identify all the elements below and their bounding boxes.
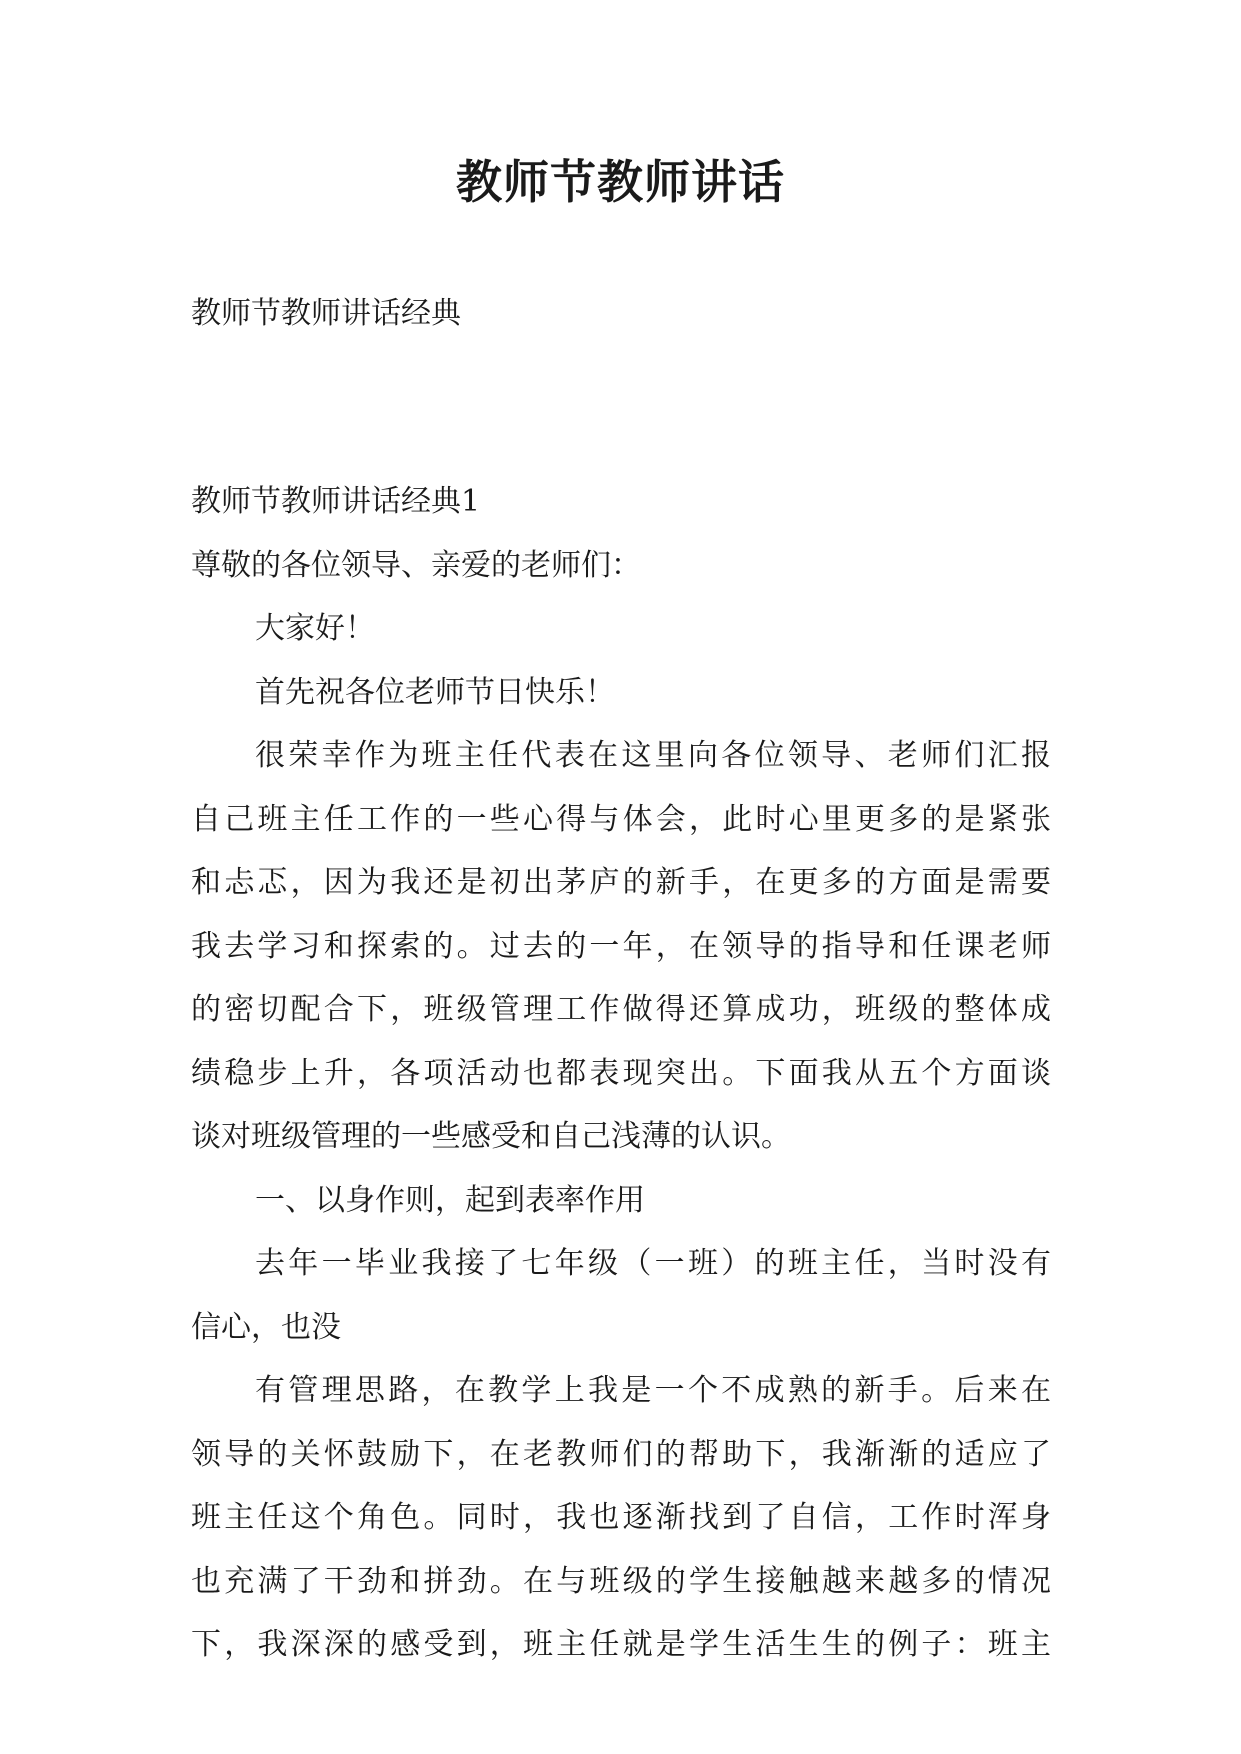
paragraph-line: 很荣幸作为班主任代表在这里向各位领导、老师们汇报 [255, 738, 1051, 773]
paragraph-line: 有管理思路，在教学上我是一个不成熟的新手。后来在 [255, 1373, 1051, 1408]
paragraph-line: 下，我深深的感受到，班主任就是学生活生生的例子：班主 [191, 1627, 1051, 1662]
paragraph-line: 班主任这个角色。同时，我也逐渐找到了自信，工作时浑身 [191, 1500, 1051, 1535]
document-subtitle: 教师节教师讲话经典 [191, 296, 461, 331]
paragraph-growth [191, 1359, 1051, 1677]
paragraph-line: 和忐忑，因为我还是初出茅庐的新手，在更多的方面是需要 [191, 865, 1051, 900]
paragraph-line: 信心，也没 [191, 1309, 341, 1345]
paragraph-line: 谈对班级管理的一些感受和自己浅薄的认识。 [191, 1119, 791, 1154]
paragraph-line: 去年一毕业我接了七年级（一班）的班主任，当时没有 [255, 1246, 1051, 1281]
heading-one: 一、以身作则，起到表率作用 [255, 1182, 645, 1218]
section-heading: 教师节教师讲话经典1 [191, 484, 481, 519]
paragraph-line: 领导的关怀鼓励下，在老教师们的帮助下，我渐渐的适应了 [191, 1436, 1051, 1472]
paragraph-line: 自己班主任工作的一些心得与体会，此时心里更多的是紧张 [191, 801, 1051, 837]
paragraph-introduction [191, 724, 1051, 1169]
paragraph-first-year [191, 1232, 1051, 1359]
paragraph-line: 也充满了干劲和拼劲。在与班级的学生接触越来越多的情况 [191, 1563, 1051, 1599]
paragraph-line: 绩稳步上升，各项活动也都表现突出。下面我从五个方面谈 [191, 1055, 1051, 1091]
paragraph-line: 我去学习和探索的。过去的一年，在领导的指导和任课老师 [191, 928, 1051, 964]
document-body [191, 470, 1051, 1677]
greeting: 大家好！ [255, 611, 375, 646]
paragraph-line: 的密切配合下，班级管理工作做得还算成功，班级的整体成 [191, 992, 1051, 1027]
document-title: 教师节教师讲话 [456, 155, 785, 209]
holiday-wish: 首先祝各位老师节日快乐！ [255, 674, 615, 710]
salutation: 尊敬的各位领导、亲爱的老师们： [191, 547, 641, 583]
